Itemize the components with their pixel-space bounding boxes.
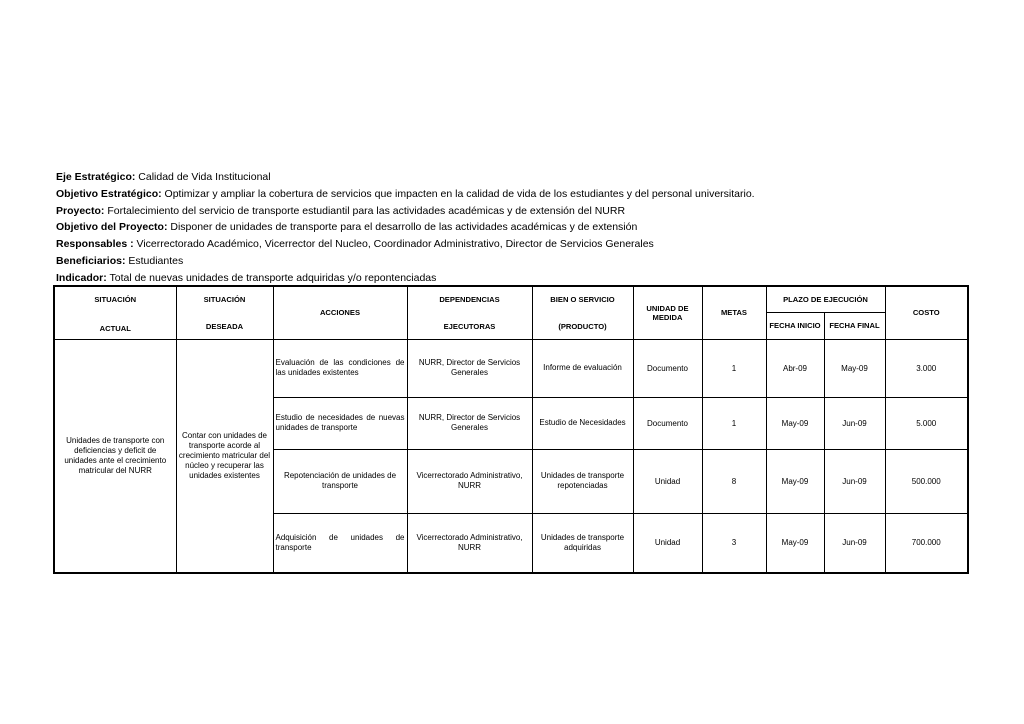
project-header xyxy=(56,169,976,287)
beneficiarios-line xyxy=(56,253,976,270)
meta-cell: 8 xyxy=(702,449,766,513)
unidad-cell: Unidad xyxy=(633,449,702,513)
unidad-cell: Documento xyxy=(633,397,702,449)
action-plan-table xyxy=(53,285,969,574)
objetivo-proyecto-value: Disponer de unidades de transporte para el desarrollo de las actividades académicas y de extensión xyxy=(167,221,638,234)
dependencia-cell: Vicerrectorado Administrativo, NURR xyxy=(407,449,532,513)
situacion-top-text: SITUACIÓN xyxy=(94,294,137,304)
bien-cell: Informe de evaluación xyxy=(532,339,633,397)
deseada-top-text: SITUACIÓN xyxy=(203,294,246,304)
accion-cell: Evaluación de las condiciones de las unidades existentes xyxy=(273,339,407,397)
situacion-bottom-text: ACTUAL xyxy=(99,323,131,333)
situacion-actual-header xyxy=(54,286,176,339)
bien-bottom-text: (PRODUCTO) xyxy=(558,321,607,331)
dependencia-cell: NURR, Director de Servicios Generales xyxy=(407,339,532,397)
unidad-cell: Documento xyxy=(633,339,702,397)
eje-value: Calidad de Vida Institucional xyxy=(135,171,271,183)
dependencias-header xyxy=(407,286,532,339)
fecha-final-header: FECHA FINAL xyxy=(824,312,885,339)
objetivo-estrategico-line xyxy=(56,186,976,203)
costo-cell: 700.000 xyxy=(885,513,968,573)
costo-cell: 500.000 xyxy=(885,449,968,513)
fecha-inicio-cell: May-09 xyxy=(766,513,824,573)
metas-header: METAS xyxy=(702,286,766,339)
plazo-header: PLAZO DE EJECUCIÓN xyxy=(766,286,885,312)
eje-line xyxy=(56,169,976,186)
costo-cell: 5.000 xyxy=(885,397,968,449)
deseada-bottom-text: DESEADA xyxy=(205,321,244,331)
fecha-inicio-cell: May-09 xyxy=(766,449,824,513)
accion-cell: Repotenciación de unidades de transporte xyxy=(273,449,407,513)
costo-header: COSTO xyxy=(885,286,968,339)
objetivo-proyecto-line xyxy=(56,219,976,236)
proyecto-value: Fortalecimiento del servicio de transporte estudiantil para las actividades académicas y de extensión del NURR xyxy=(104,204,626,217)
indicador-label: Indicador: xyxy=(56,271,107,284)
fecha-final-cell: Jun-09 xyxy=(824,449,885,513)
meta-cell: 1 xyxy=(702,339,766,397)
fecha-inicio-cell: May-09 xyxy=(766,397,824,449)
dependencias-bottom-text: EJECUTORAS xyxy=(443,321,496,331)
responsables-label: Responsables : xyxy=(56,238,134,251)
situacion-deseada-header xyxy=(176,286,273,339)
unidad-medida-header: UNIDAD DE MEDIDA xyxy=(633,286,702,339)
responsables-line xyxy=(56,236,976,253)
fecha-inicio-header: FECHA INICIO xyxy=(766,312,824,339)
bien-cell: Unidades de transporte adquiridas xyxy=(532,513,633,573)
unidad-cell: Unidad xyxy=(633,513,702,573)
beneficiarios-value: Estudiantes xyxy=(125,254,184,267)
meta-cell: 3 xyxy=(702,513,766,573)
situacion-deseada-cell: Contar con unidades de transporte acorde al crecimiento matricular del núcleo y recuperar las unidades existentes xyxy=(176,339,273,573)
beneficiarios-label: Beneficiarios: xyxy=(56,254,126,267)
table-header-row xyxy=(54,286,968,312)
fecha-inicio-cell: Abr-09 xyxy=(766,339,824,397)
bien-cell: Unidades de transporte repotenciadas xyxy=(532,449,633,513)
bien-cell: Estudio de Necesidades xyxy=(532,397,633,449)
objetivo-proyecto-label: Objetivo del Proyecto: xyxy=(56,221,168,234)
meta-cell: 1 xyxy=(702,397,766,449)
bien-top-text: BIEN O SERVICIO xyxy=(550,294,615,304)
objetivo-estrategico-value: Optimizar y ampliar la cobertura de servicios que impacten en la calidad de vida de los estudiantes y del personal universitario. xyxy=(161,187,755,200)
situacion-actual-cell: Unidades de transporte con deficiencias y deficit de unidades ante el crecimiento matricular del NURR xyxy=(54,339,176,573)
accion-cell: Estudio de necesidades de nuevas unidades de transporte xyxy=(273,397,407,449)
responsables-value: Vicerrectorado Académico, Vicerrector del Nucleo, Coordinador Administrativo, Director de Servicios Generales xyxy=(133,238,654,251)
dependencias-top-text: DEPENDENCIAS xyxy=(439,294,500,304)
accion-cell: Adquisición de unidades de transporte xyxy=(273,513,407,573)
proyecto-label: Proyecto: xyxy=(56,204,105,217)
indicador-value: Total de nuevas unidades de transporte adquiridas y/o repontenciadas xyxy=(106,271,437,284)
costo-cell: 3.000 xyxy=(885,339,968,397)
dependencia-cell: NURR, Director de Servicios Generales xyxy=(407,397,532,449)
objetivo-estrategico-label: Objetivo Estratégico: xyxy=(56,187,162,200)
proyecto-line xyxy=(56,203,976,220)
acciones-header: ACCIONES xyxy=(273,286,407,339)
bien-servicio-header xyxy=(532,286,633,339)
fecha-final-cell: Jun-09 xyxy=(824,397,885,449)
table-row xyxy=(54,339,968,397)
eje-label: Eje Estratégico: xyxy=(56,171,136,183)
dependencia-cell: Vicerrectorado Administrativo, NURR xyxy=(407,513,532,573)
fecha-final-cell: May-09 xyxy=(824,339,885,397)
fecha-final-cell: Jun-09 xyxy=(824,513,885,573)
